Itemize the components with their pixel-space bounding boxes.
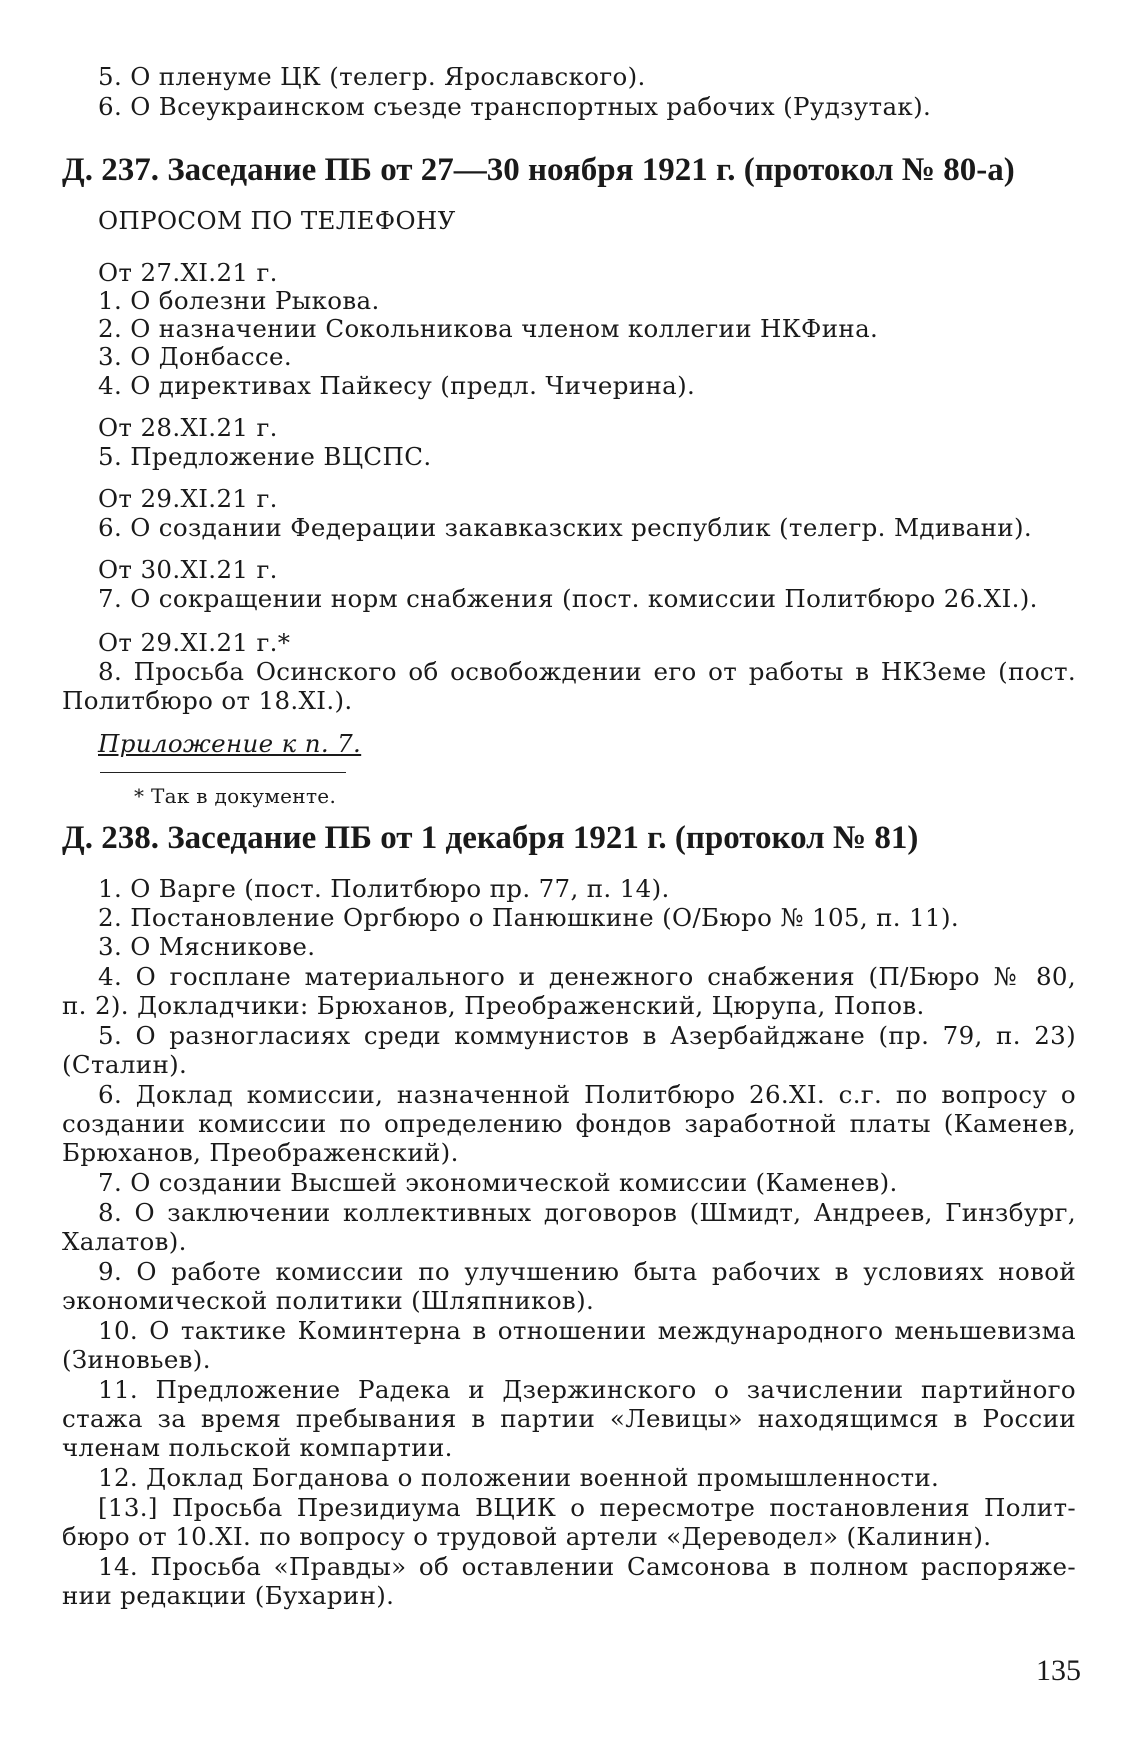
- item-line: 6. О создании Федерации закавказских республик (телегр. Мдивани).: [98, 513, 1032, 542]
- item-line: 1. О Варге (пост. Политбюро пр. 77, п. 14).: [98, 874, 670, 903]
- item-line: создании комиссии по определению фондов заработной платы (Каменев,: [62, 1109, 1076, 1138]
- item-line: Брюханов, Преображенский).: [62, 1138, 459, 1167]
- item-line: 5. Предложение ВЦСПС.: [98, 442, 432, 471]
- item-line: 9. О работе комиссии по улучшению быта рабочих в условиях новой: [98, 1257, 1076, 1286]
- document-heading-238: Д. 238. Заседание ПБ от 1 декабря 1921 г. (протокол № 81): [62, 820, 919, 856]
- date-line: От 28.XI.21 г.: [98, 413, 278, 442]
- page-number: 135: [1036, 1654, 1081, 1687]
- date-line: От 30.XI.21 г.: [98, 555, 278, 584]
- subheading: ОПРОСОМ ПО ТЕЛЕФОНУ: [98, 206, 456, 235]
- appendix-note: Приложение к п. 7.: [98, 729, 362, 758]
- footnote-divider: [100, 772, 346, 773]
- footnote: * Так в документе.: [134, 784, 337, 808]
- item-line: 1. О болезни Рыкова.: [98, 286, 380, 315]
- item-line: стажа за время пребывания в партии «Левицы» находящимся в России: [62, 1404, 1076, 1433]
- date-line: От 27.XI.21 г.: [98, 258, 278, 287]
- item-line: (Сталин).: [62, 1050, 188, 1079]
- item-line: 7. О сокращении норм снабжения (пост. комиссии Политбюро 26.XI.).: [98, 584, 1038, 613]
- item-line: 6. Доклад комиссии, назначенной Политбюро 26.XI. с.г. по вопросу о: [98, 1080, 1076, 1109]
- date-line: От 29.XI.21 г.*: [98, 628, 291, 657]
- item-line: 4. О директивах Пайкесу (предл. Чичерина).: [98, 371, 696, 400]
- item-line: нии редакции (Бухарин).: [62, 1581, 395, 1610]
- item-line: 4. О госплане материального и денежного снабжения (П/Бюро № 80,: [98, 962, 1076, 991]
- item-line: (Зиновьев).: [62, 1345, 211, 1374]
- item-line: 2. Постановление Оргбюро о Панюшкине (О/Бюро № 105, п. 11).: [98, 903, 959, 932]
- item-line: 5. О разногласиях среди коммунистов в Азербайджане (пр. 79, п. 23): [98, 1021, 1076, 1050]
- item-line: 3. О Донбассе.: [98, 342, 293, 371]
- item-line: 12. Доклад Богданова о положении военной промышленности.: [98, 1463, 940, 1492]
- item-line: 6. О Всеукраинском съезде транспортных рабочих (Рудзутак).: [98, 92, 932, 121]
- item-line: 8. Просьба Осинского об освобождении его от работы в НКЗеме (пост.: [98, 657, 1076, 686]
- item-line: [13.] Просьба Президиума ВЦИК о пересмотре постановления Полит-: [98, 1493, 1076, 1522]
- item-line: Политбюро от 18.XI.).: [62, 686, 353, 715]
- item-line: 5. О пленуме ЦК (телегр. Ярославского).: [98, 62, 646, 91]
- item-line: 10. О тактике Коминтерна в отношении международного меньшевизма: [98, 1316, 1076, 1345]
- item-line: 14. Просьба «Правды» об оставлении Самсонова в полном распоряже-: [98, 1552, 1076, 1581]
- item-line: 8. О заключении коллективных договоров (Шмидт, Андреев, Гинзбург,: [98, 1198, 1076, 1227]
- item-line: 11. Предложение Радека и Дзержинского о зачислении партийного: [98, 1375, 1076, 1404]
- item-line: п. 2). Докладчики: Брюханов, Преображенский, Цюрупа, Попов.: [62, 991, 925, 1020]
- item-line: бюро от 10.XI. по вопросу о трудовой артели «Дереводел» (Калинин).: [62, 1522, 992, 1551]
- document-heading-237: Д. 237. Заседание ПБ от 27—30 ноября 1921 г. (протокол № 80-а): [62, 152, 1015, 188]
- item-line: экономической политики (Шляпников).: [62, 1286, 595, 1315]
- date-line: От 29.XI.21 г.: [98, 484, 278, 513]
- item-line: 2. О назначении Сокольникова членом коллегии НКФина.: [98, 314, 879, 343]
- item-line: 3. О Мясникове.: [98, 932, 316, 961]
- item-line: 7. О создании Высшей экономической комиссии (Каменев).: [98, 1168, 898, 1197]
- item-line: членам польской компартии.: [62, 1433, 453, 1462]
- item-line: Халатов).: [62, 1227, 187, 1256]
